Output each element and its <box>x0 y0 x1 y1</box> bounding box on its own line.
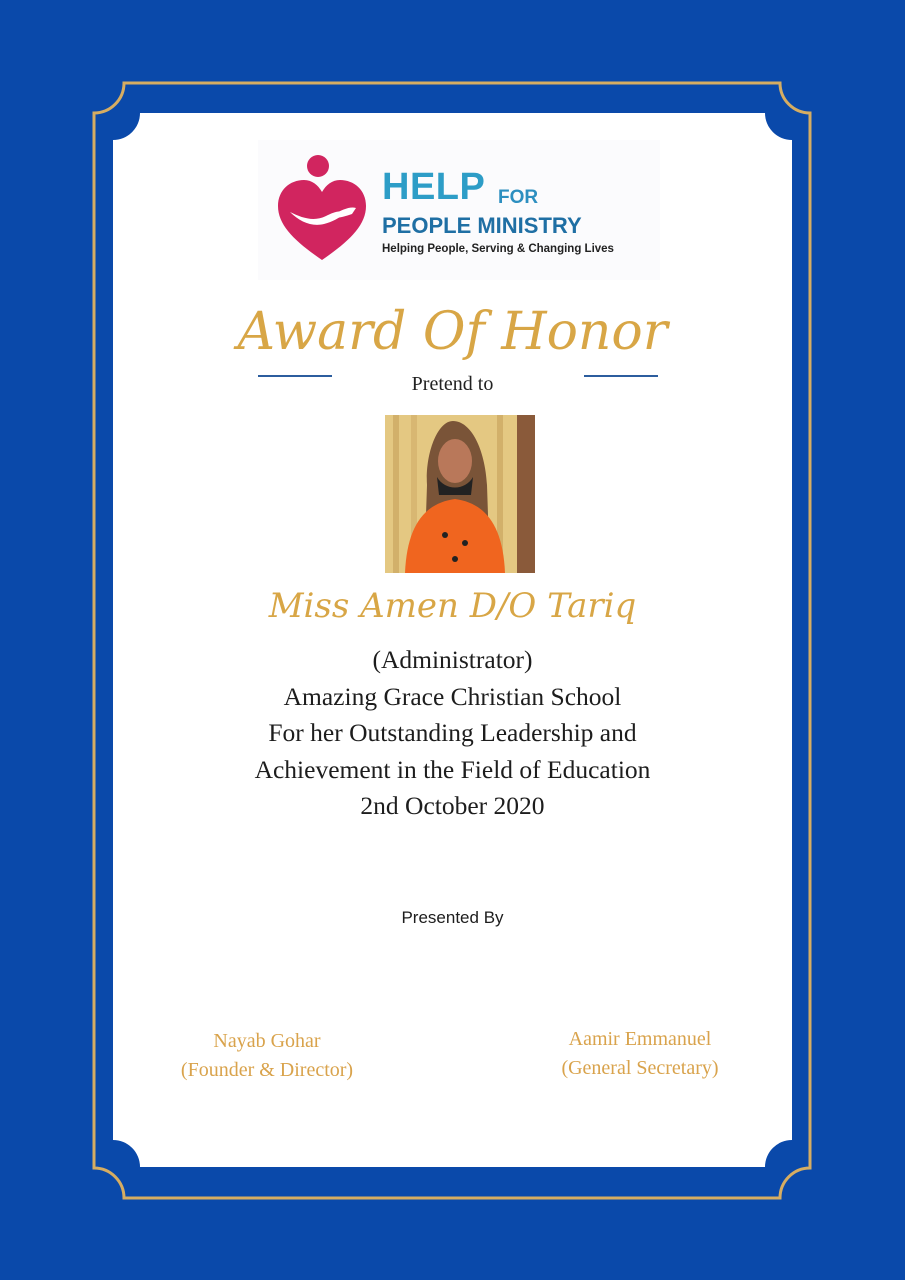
logo-ministry-text: PEOPLE MINISTRY <box>382 213 582 238</box>
recipient-school: Amazing Grace Christian School <box>283 681 622 711</box>
signatory-name: Aamir Emmanuel <box>568 1028 712 1050</box>
signatory-role: (Founder & Director) <box>180 1059 354 1081</box>
logo-tagline: Helping People, Serving & Changing Lives <box>382 243 614 255</box>
award-description <box>150 642 755 825</box>
recipient-role: (Administrator) <box>372 645 533 674</box>
signatory-left <box>137 1027 397 1085</box>
signatory-role: (General Secretary) <box>561 1057 719 1079</box>
pretend-to-text: Pretend to <box>411 373 494 395</box>
organization-logo <box>258 140 660 280</box>
award-reason-line-1: For her Outstanding Leadership and <box>268 718 637 747</box>
logo-for-text: FOR <box>498 187 539 208</box>
signatory-right <box>510 1025 770 1083</box>
award-title: Award Of Honor <box>237 302 668 362</box>
heart-hands-icon <box>276 152 368 264</box>
award-date: 2nd October 2020 <box>360 791 545 820</box>
award-reason-line-2: Achievement in the Field of Education <box>254 754 651 784</box>
recipient-name: Miss Amen D/O Tariq <box>268 586 637 626</box>
logo-help-text: HELP <box>382 166 486 208</box>
recipient-photo <box>385 415 535 573</box>
presented-by-label: Presented By <box>401 908 504 927</box>
signatory-name: Nayab Gohar <box>213 1030 321 1052</box>
